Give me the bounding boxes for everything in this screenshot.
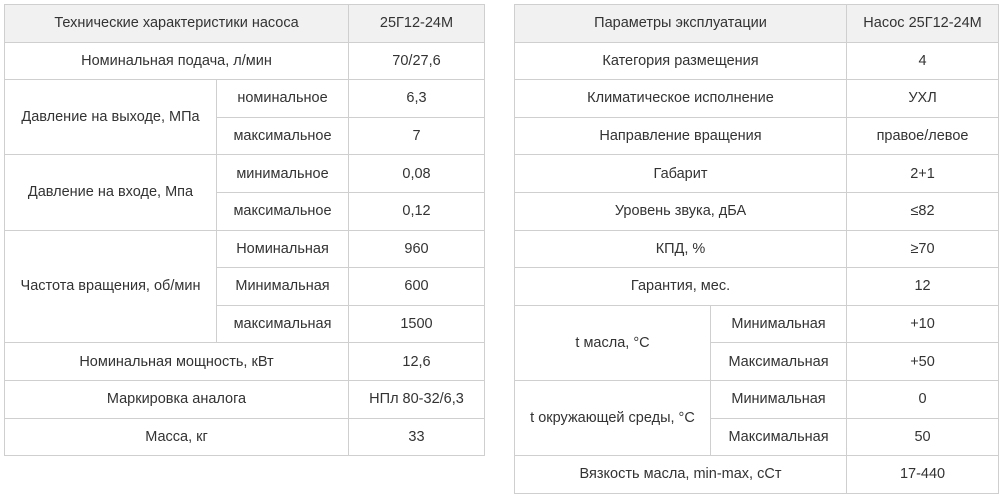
table-row [5, 42, 485, 80]
row-label: Климатическое исполнение [515, 80, 847, 118]
row-label: Категория размещения [515, 42, 847, 80]
row-value: 2+1 [847, 155, 999, 193]
row-label: Направление вращения [515, 117, 847, 155]
table-row [5, 80, 485, 118]
row-value: 12 [847, 268, 999, 306]
row-label: Давление на входе, Мпа [5, 155, 217, 230]
table-row [515, 230, 999, 268]
row-label: Давление на выходе, МПа [5, 80, 217, 155]
table-row [515, 380, 999, 418]
row-value: 0 [847, 380, 999, 418]
row-label: Гарантия, мес. [515, 268, 847, 306]
sub-label: максимальная [217, 305, 349, 343]
sub-label: минимальное [217, 155, 349, 193]
row-value: +50 [847, 343, 999, 381]
table-row [5, 418, 485, 456]
row-value: 0,08 [349, 155, 485, 193]
row-label: Габарит [515, 155, 847, 193]
table-row [515, 80, 999, 118]
table-header-row [515, 5, 999, 43]
row-value: +10 [847, 305, 999, 343]
row-label: Маркировка аналога [5, 380, 349, 418]
table-row [5, 380, 485, 418]
sub-label: Минимальная [217, 268, 349, 306]
table-row [515, 192, 999, 230]
sub-label: Максимальная [711, 418, 847, 456]
row-value: правое/левое [847, 117, 999, 155]
row-label: t окружающей среды, °С [515, 380, 711, 455]
table-row [515, 155, 999, 193]
table-row [515, 305, 999, 343]
row-value: УХЛ [847, 80, 999, 118]
row-value: 600 [349, 268, 485, 306]
table-row [515, 117, 999, 155]
row-value: 4 [847, 42, 999, 80]
row-label: Частота вращения, об/мин [5, 230, 217, 343]
sub-label: максимальное [217, 117, 349, 155]
table-row [515, 456, 999, 494]
row-value: 17-440 [847, 456, 999, 494]
row-value: 33 [349, 418, 485, 456]
row-value: 960 [349, 230, 485, 268]
row-label: КПД, % [515, 230, 847, 268]
sub-label: максимальное [217, 192, 349, 230]
row-value: 12,6 [349, 343, 485, 381]
sub-label: номинальное [217, 80, 349, 118]
table-row [5, 343, 485, 381]
row-value: 70/27,6 [349, 42, 485, 80]
operating-params-table [514, 4, 999, 494]
table-row [5, 155, 485, 193]
row-value: ≥70 [847, 230, 999, 268]
row-value: 50 [847, 418, 999, 456]
pump-specs-table [4, 4, 485, 456]
row-label: Номинальная мощность, кВт [5, 343, 349, 381]
header-cell: Насос 25Г12-24М [847, 5, 999, 43]
table-row [515, 42, 999, 80]
row-label: Масса, кг [5, 418, 349, 456]
row-value: 1500 [349, 305, 485, 343]
table-row [5, 230, 485, 268]
row-label: Уровень звука, дБА [515, 192, 847, 230]
sub-label: Минимальная [711, 380, 847, 418]
table-header-row [5, 5, 485, 43]
row-value: 0,12 [349, 192, 485, 230]
header-cell: 25Г12-24М [349, 5, 485, 43]
row-label: t масла, °С [515, 305, 711, 380]
header-cell: Технические характеристики насоса [5, 5, 349, 43]
sub-label: Номинальная [217, 230, 349, 268]
row-label: Вязкость масла, min-max, сСт [515, 456, 847, 494]
sub-label: Максимальная [711, 343, 847, 381]
row-value: 6,3 [349, 80, 485, 118]
sub-label: Минимальная [711, 305, 847, 343]
row-value: ≤82 [847, 192, 999, 230]
row-value: 7 [349, 117, 485, 155]
row-label: Номинальная подача, л/мин [5, 42, 349, 80]
header-cell: Параметры эксплуатации [515, 5, 847, 43]
table-row [515, 268, 999, 306]
row-value: НПл 80-32/6,3 [349, 380, 485, 418]
